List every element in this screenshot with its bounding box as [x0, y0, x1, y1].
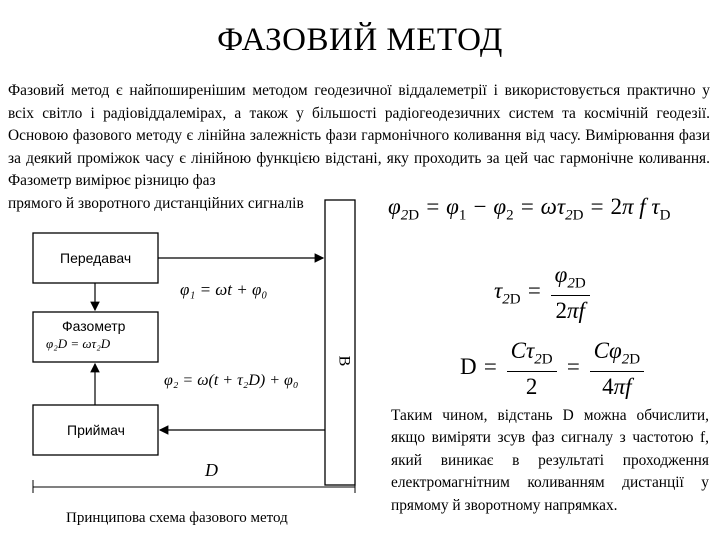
distance-label: D — [205, 460, 218, 480]
phasemeter-label: Фазометр — [62, 318, 126, 334]
page-title: ФАЗОВИЙ МЕТОД — [217, 22, 503, 58]
diagram-caption: Принципова схема фазового метод — [66, 510, 288, 526]
reflector-label: В — [335, 355, 353, 367]
transmitter-label: Передавач — [60, 250, 132, 266]
conclusion-text: Таким чином, відстань D можна обчислити, якщо виміряти зсув фаз сигналу з частотою f, який виникає в результаті проходження електромагнітним коливанням дистанції у прямому й зворотному напрямках. — [391, 407, 709, 514]
main-formula: $\varphi_{2D} = \varphi_1 - \varphi_2 = \omega\tau_{2D} = 2\pi$ f $\tau_D$ — [388, 194, 671, 224]
phasemeter-equation: φ₂D = ωτ₂D — [46, 336, 111, 351]
distance-formula: D = $\frac{C\tau_{2D}}{2}$ = $\frac{C\varphi_{2D}}{4\pi f}$ — [460, 338, 647, 400]
reflector-box — [325, 200, 355, 485]
intro-text: Фазовий метод є найпоширенішим методом геодезичної віддалеметрії і використовується практично у всіх світло і радіовіддалемірах, а також у більшості радіогеодезичних систем та космічній геодезії. Основою фазового методу є лінійна залежність фази гармонічного коливання від часу. Вимірювання фази за деякий проміжок часу є лінійною функцією відстані, яку проходить за цей час гармонічне коливання. Фазометр вимірює різницю фаз — [8, 82, 710, 190]
receiver-label: Приймач — [67, 422, 125, 438]
tau-formula: $\tau_{2D}$ = $\frac{\varphi_{2D}}{2\pi f}$ — [494, 262, 593, 324]
phi1-equation: φ₁ = ωt + φ₀ — [180, 280, 268, 299]
phi2-equation: φ₂ = ω(t + τ₂D) + φ₀ — [164, 372, 299, 389]
intro-text-last: прямого й зворотного дистанційних сигналів — [8, 194, 304, 212]
